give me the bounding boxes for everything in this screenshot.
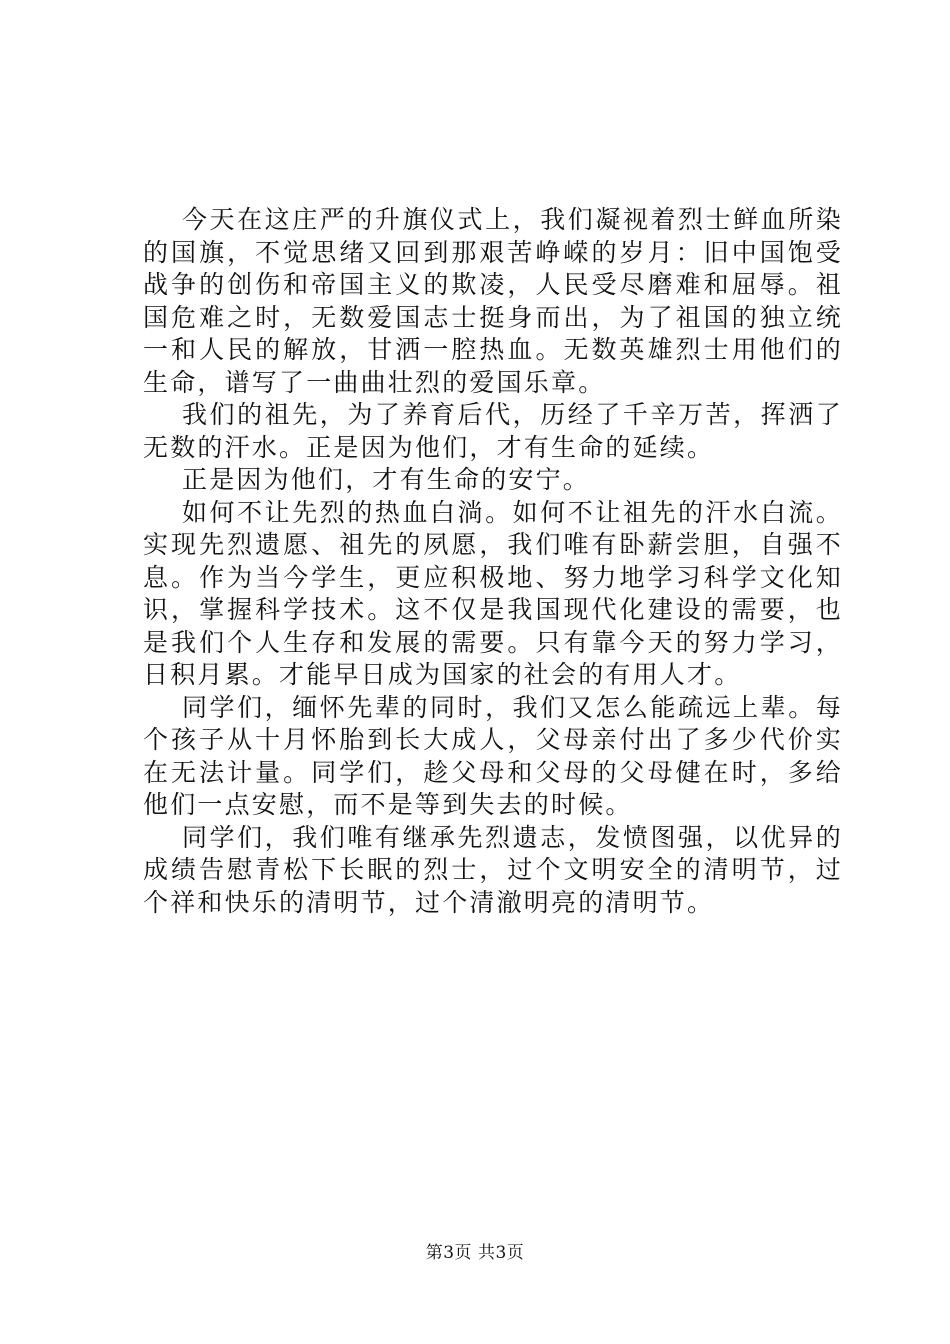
paragraph-6: 同学们，我们唯有继承先烈遗志，发愤图强，以优异的成绩告慰青松下长眠的烈士，过个文明安全的清明节，过个祥和快乐的清明节，过个清澈明亮的清明节。 — [143, 822, 843, 917]
paragraph-2: 我们的祖先，为了养育后代，历经了千辛万苦，挥洒了无数的汗水。正是因为他们，才有生命的延续。 — [143, 400, 843, 462]
document-body — [143, 204, 843, 919]
paragraph-1: 今天在这庄严的升旗仪式上，我们凝视着烈士鲜血所染的国旗，不觉思绪又回到那艰苦峥嵘的岁月：旧中国饱受战争的创伤和帝国主义的欺凌，人民受尽磨难和屈辱。祖国危难之时，无数爱国志士挺身而出，为了祖国的独立统一和人民的解放，甘洒一腔热血。无数英雄烈士用他们的生命，谱写了一曲曲壮烈的爱国乐章。 — [143, 205, 843, 397]
page-number-footer: 第3页 共3页 — [425, 1243, 525, 1263]
paragraph-5: 同学们，缅怀先辈的同时，我们又怎么能疏远上辈。每个孩子从十月怀胎到长大成人，父母亲付出了多少代价实在无法计量。同学们，趁父母和父母的父母健在时，多给他们一点安慰，而不是等到失去的时候。 — [143, 692, 843, 819]
paragraph-3: 正是因为他们，才有生命的安宁。 — [182, 465, 591, 494]
paragraph-4: 如何不让先烈的热血白淌。如何不让祖先的汗水白流。实现先烈遗愿、祖先的夙愿，我们唯有卧薪尝胆，自强不息。作为当今学生，更应积极地、努力地学习科学文化知识，掌握科学技术。这不仅是我国现代化建设的需要，也是我们个人生存和发展的需要。只有靠今天的努力学习，日积月累。才能早日成为国家的社会的有用人才。 — [143, 497, 843, 689]
